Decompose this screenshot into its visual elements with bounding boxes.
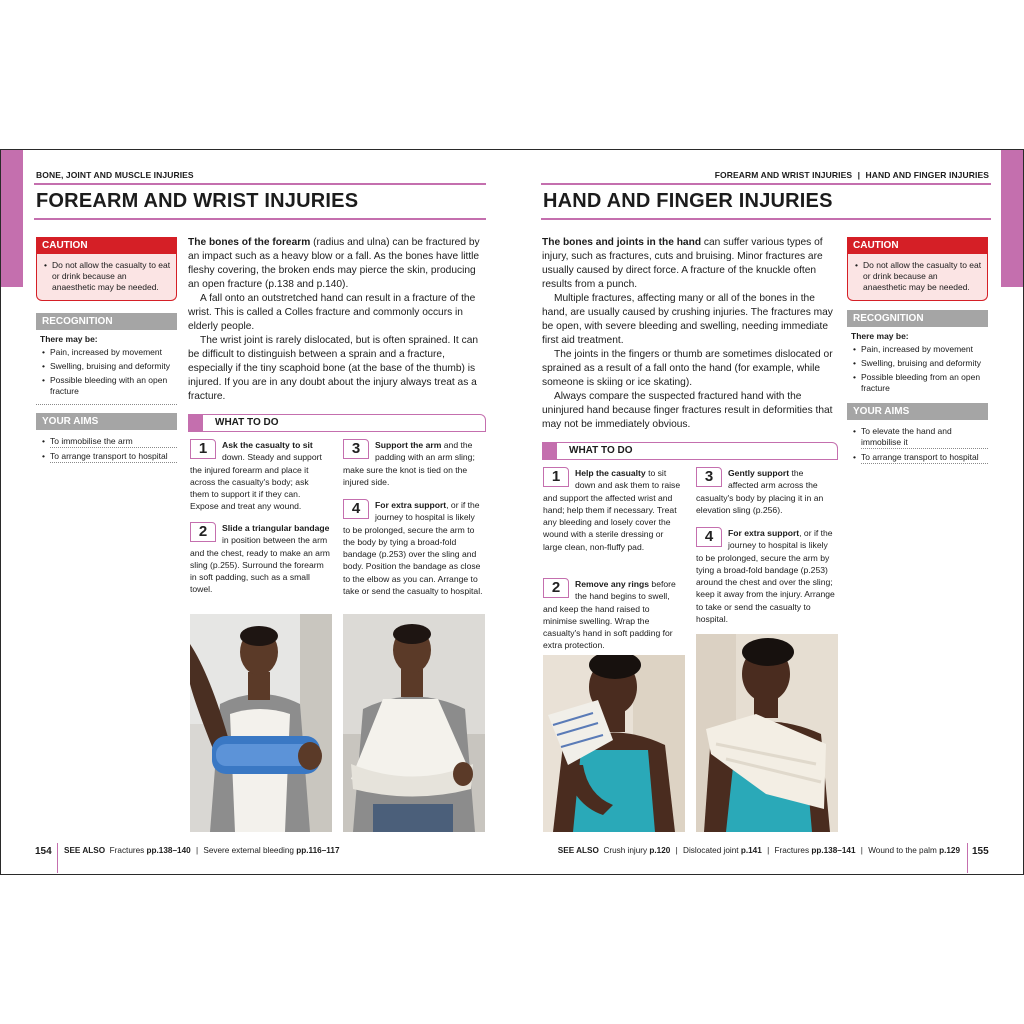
recognition-box <box>847 310 988 401</box>
step-number: 4 <box>696 527 722 547</box>
step-number: 1 <box>190 439 216 459</box>
caution-item: • Do not allow the casualty to eat or drink because an anaesthetic may be needed. <box>863 260 982 293</box>
aims-item: • To arrange transport to hospital <box>50 451 177 463</box>
step-3 <box>696 467 836 516</box>
caution-heading: CAUTION <box>36 237 177 254</box>
body-text <box>188 236 486 404</box>
step-4 <box>696 527 836 625</box>
body-paragraph: can suffer various types of injury, such as fractures, cuts and bruising. Minor fractures are usually caused by direct force. A fracture of the knuckle often results from a punch. <box>542 237 823 290</box>
see-also-right: SEE ALSO Crush injury p.120 | Dislocated joint p.141 | Fractures pp.138–141 | Wound to the palm p.129 <box>557 846 960 855</box>
step-text: , or if the journey to hospital is likely to be prolonged, secure the arm to the body by tying a broad-fold bandage (p.253) over the sling and body. Position the bandage as close to the elbow as you can. Arrange to take or send the casualty to hospital. <box>343 500 483 597</box>
running-head-rule <box>541 183 991 185</box>
body-paragraph: The joints in the fingers or thumb are sometimes dislocated or sprained as a result of a fall onto the hand (for example, while someone is skiing or ice skating). <box>542 349 833 388</box>
see-also-link[interactable]: Crush injury <box>603 846 650 855</box>
step-number: 4 <box>343 499 369 519</box>
page-number-left: 154 <box>35 846 52 857</box>
step-1 <box>190 439 330 513</box>
title-rule <box>541 218 991 220</box>
aims-box <box>847 403 988 471</box>
step-text: to sit down and ask them to raise and support the affected wrist and hand; help them if necessary. Treat any bleeding and losely cover the wound with a sterile dressing or large clean, non-fluffy pad. <box>543 468 681 552</box>
see-also-link[interactable]: Severe external bleeding <box>203 846 297 855</box>
page-number-right: 155 <box>972 846 989 857</box>
photo-support-forearm <box>190 614 332 832</box>
step-number: 2 <box>543 578 569 598</box>
see-also-left: SEE ALSO Fractures pp.138–140 | Severe external bleeding pp.116–117 <box>64 846 340 855</box>
step-number: 2 <box>190 522 216 542</box>
recognition-heading: RECOGNITION <box>847 310 988 327</box>
footer-rule <box>57 843 58 873</box>
recognition-box <box>36 313 177 405</box>
see-also-link[interactable]: Fractures <box>109 846 147 855</box>
step-lead: Gently support <box>728 468 790 478</box>
recognition-intro: There may be: <box>851 331 909 341</box>
recognition-item: • Swelling, bruising and deformity <box>861 358 988 369</box>
see-also-link[interactable]: Fractures <box>774 846 812 855</box>
step-lead: Slide a triangular bandage <box>222 523 330 533</box>
what-to-do-heading <box>188 414 486 432</box>
running-head-rule <box>34 183 486 185</box>
aims-heading: YOUR AIMS <box>847 403 988 420</box>
left-page <box>34 150 486 874</box>
see-also-label: SEE ALSO <box>64 846 106 855</box>
left-section-tab <box>1 150 23 287</box>
recognition-item: • Swelling, bruising and deformity <box>50 361 177 372</box>
see-also-ref[interactable]: p.129 <box>939 846 960 855</box>
aims-item: • To immobilise the arm <box>50 436 177 448</box>
step-text: the affected arm across the casualty's body by placing it in an elevation sling (p.256). <box>696 468 824 515</box>
see-also-link[interactable]: Dislocated joint <box>683 846 741 855</box>
body-lead: The bones and joints in the hand <box>542 237 702 248</box>
recognition-item: • Pain, increased by movement <box>861 344 988 355</box>
see-also-ref[interactable]: p.120 <box>649 846 671 855</box>
body-paragraph: (radius and ulna) can be fractured by an impact such as a heavy blow or a fall. As the bones have little fleshy covering, the broken ends may pierce the skin, producing an open fracture (p.138 and p.140). <box>188 237 480 290</box>
body-paragraph: The wrist joint is rarely dislocated, but is often sprained. It can be difficult to distinguish between a sprain and a fracture, especially if the tiny scaphoid bone (at the base of the thumb) is injured. If you are in any doubt about the injury always treat as a fracture. <box>188 335 479 402</box>
see-also-ref[interactable]: pp.116–117 <box>296 846 340 855</box>
body-paragraph: Always compare the suspected fractured hand with the uninjured hand because finger fractures result in deformities that may not be immediately obvious. <box>542 391 833 430</box>
recognition-item: • Possible bleeding from an open fracture <box>861 372 988 394</box>
step-lead: Support the arm <box>375 440 442 450</box>
step-number: 3 <box>696 467 722 487</box>
step-4 <box>343 499 483 597</box>
step-2 <box>190 522 330 596</box>
step-lead: Help the casualty <box>575 468 646 478</box>
body-lead: The bones of the forearm <box>188 237 311 248</box>
step-3 <box>343 439 483 488</box>
see-also-ref[interactable]: pp.138–140 <box>146 846 191 855</box>
aims-item: • To elevate the hand and immobilise it <box>861 426 988 449</box>
step-text: in position between the arm and the chest, ready to make an arm sling (p.255). Surround the forearm in soft padding, such as a small towel. <box>190 535 330 595</box>
page-title: FOREARM AND WRIST INJURIES <box>36 190 359 212</box>
footer-rule <box>967 843 968 873</box>
right-page <box>541 150 991 874</box>
step-2 <box>543 578 683 652</box>
recognition-heading: RECOGNITION <box>36 313 177 330</box>
step-lead: For extra support <box>728 528 800 538</box>
recognition-intro: There may be: <box>40 334 98 344</box>
body-text <box>542 236 838 432</box>
step-text: , or if the journey to hospital is likely to be prolonged, secure the arm by tying a broad-fold bandage (p.253) around the chest and over the sling; keep it away from the injury. Arrange to take or send the casualty to hospital. <box>696 528 835 625</box>
what-to-do-label: WHAT TO DO <box>569 445 633 456</box>
step-text: before the hand begins to swell, and keep the hand raised to minimise swelling. Wrap the casualty's hand in soft padding for extra protection. <box>543 579 676 651</box>
step-1 <box>543 467 683 553</box>
caution-box <box>36 237 177 301</box>
running-head-b: HAND AND FINGER INJURIES <box>865 170 989 180</box>
photo-arm-sling <box>343 614 485 832</box>
caution-item: • Do not allow the casualty to eat or drink because an anaesthetic may be needed. <box>52 260 171 293</box>
body-paragraph: Multiple fractures, affecting many or all of the bones in the hand, are usually caused by crushing injuries. The fractures may be open, with severe bleeding and swelling, needing immediate first aid treatment. <box>542 293 833 346</box>
see-also-ref[interactable]: p.141 <box>740 846 762 855</box>
step-number: 1 <box>543 467 569 487</box>
running-head-a: FOREARM AND WRIST INJURIES <box>714 170 853 180</box>
aims-heading: YOUR AIMS <box>36 413 177 430</box>
photo-hand-padding <box>543 655 685 832</box>
aims-item: • To arrange transport to hospital <box>861 452 988 464</box>
step-text: and the padding with an arm sling; make sure the knot is tied on the injured side. <box>343 440 475 487</box>
caution-heading: CAUTION <box>847 237 988 254</box>
step-lead: Ask the casualty to sit <box>222 440 313 450</box>
caution-box <box>847 237 988 301</box>
title-rule <box>34 218 486 220</box>
recognition-item: • Possible bleeding with an open fracture <box>50 375 177 397</box>
running-head <box>715 170 989 180</box>
photo-elevation-sling <box>696 634 838 832</box>
step-lead: Remove any rings <box>575 579 650 589</box>
book-spread <box>0 149 1024 875</box>
right-section-tab <box>1001 150 1023 287</box>
what-to-do-heading <box>542 442 838 460</box>
see-also-label: SEE ALSO <box>557 846 599 855</box>
page-title: HAND AND FINGER INJURIES <box>543 190 833 212</box>
see-also-link[interactable]: Wound to the palm <box>868 846 940 855</box>
body-paragraph: A fall onto an outstretched hand can result in a fracture of the wrist. This is called a Colles fracture and commonly occurs in elderly people. <box>188 293 476 332</box>
step-number: 3 <box>343 439 369 459</box>
aims-box <box>36 413 177 470</box>
running-head: BONE, JOINT AND MUSCLE INJURIES <box>36 170 194 180</box>
step-text: down. Steady and support the injured forearm and place it across the casualty's body; ask them to support it if they can. Expose and treat any wound. <box>190 452 322 512</box>
what-to-do-label: WHAT TO DO <box>215 417 279 428</box>
running-head-separator: | <box>857 170 861 180</box>
see-also-ref[interactable]: pp.138–141 <box>811 846 856 855</box>
recognition-item: • Pain, increased by movement <box>50 347 177 358</box>
step-lead: For extra support <box>375 500 447 510</box>
